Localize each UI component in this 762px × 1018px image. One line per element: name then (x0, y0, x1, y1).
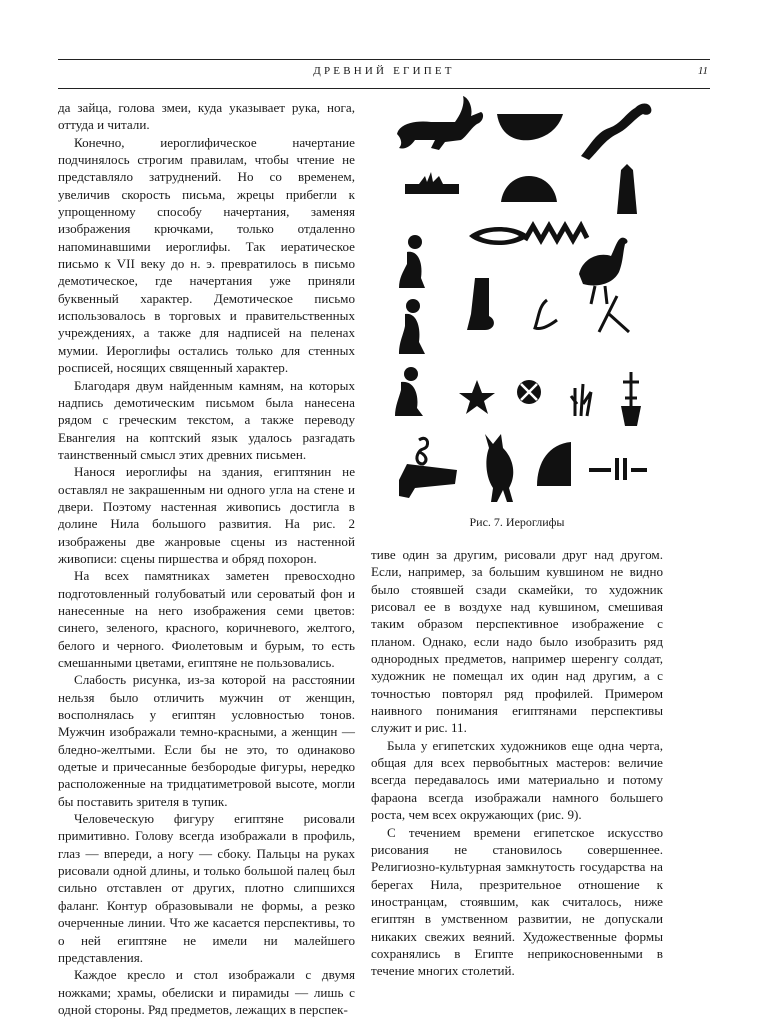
goose-glyph (579, 238, 628, 304)
paragraph: Благодаря двум найденным камням, на которых надпись демотическим письмом была нанесена рядом с греческим текстом, а также переводу Евангелия на коптский язык удалось разгадать таинственный смысл этих древних письмен. (58, 377, 355, 462)
water-glyph (525, 226, 587, 240)
seated-man-glyph (399, 299, 425, 354)
figure-with-loop-glyph (399, 438, 457, 498)
running-title: ДРЕВНИЙ ЕГИПЕТ (313, 65, 455, 77)
loaf-glyph (501, 176, 557, 202)
paragraph: Нанося иероглифы на здания, египтянин не оставлял не закрашенным ни одного угла на стене и двери. Поэтому настенная живопись достигла в долине Нила большого развития. На рис. 2 изображены две жанровые сцены из настенной живописи: сцены пиршества и обряд похорон. (58, 464, 355, 566)
page-number: 11 (697, 65, 708, 77)
figure-caption: Рис. 7. Иероглифы (469, 515, 565, 529)
paragraph: Конечно, иероглифическое начертание подчинялось строгим правилам, чтобы чтение не представляло затруднений. Но со временем, увеличив скорость письма, жрецы прибегли к упрощенному способу начертания, заменяя изображения крючками, только отдаленно напоминавшими иероглифы. Так иератическое письмо к VII веку до н. э. превратилось в письмо демотическое, где начертания уже приняли буквенный характер. Демотическое письмо использовалось в торговых и правительственных учреждениях, а также для надписей на пеленах мумии. Иероглифы остались только для стенных росписей, носящих священный характер. (58, 134, 355, 376)
paragraph: да зайца, голова змеи, куда указывает рука, нога, оттуда и читали. (58, 100, 355, 133)
obelisk-glyph (617, 164, 637, 214)
standard-glyph (621, 372, 641, 426)
paragraph: Каждое кресло и стол изображали с двумя ножками; храмы, обелиски и пирамиды — лишь с одной стороны. Ряд предметов, лежащих в перспек- (58, 967, 355, 1017)
hare-glyph (397, 96, 483, 150)
mouth-glyph (469, 227, 529, 245)
jackal-glyph (485, 434, 513, 502)
paragraph: Слабость рисунка, из-за которой на расстоянии нельзя было отличить мужчин от женщин, восполнялась у египтян условностью тонов. Мужчин изображали темно-красными, а женщин — бледно-желтыми. Если бы не это, то одинаково одетые и причесанные безбородые фигуры, нередко расположенные на тридцатиметровой высоте, могли бы поставить зрителя в тупик. (58, 672, 355, 809)
paragraph: На всех памятниках заметен превосходно подготовленный голубоватый или сероватый фон и нанесенные на него изображения семи цветов: синего, зеленого, красного, коричневого, желтого, белого и черного. Фиолетовым и бурым, то есть смешанными цветами, египтяне не пользовались. (58, 568, 355, 670)
left-column (58, 99, 355, 1018)
seated-woman-glyph (399, 235, 425, 288)
half-disc-glyph (537, 442, 571, 486)
plants-glyph (571, 384, 591, 416)
hook-glyph (535, 300, 557, 329)
seated-figure-glyph (395, 367, 423, 416)
boot-glyph (467, 278, 494, 330)
bowl-glyph (497, 114, 563, 140)
paragraph: С течением времени египетское искусство рисования не становилось совершеннее. Религиозно-культурная замкнутость государства на берегах Нила, презрительное отношение к иностранцам, стоявшим, как считалось, ниже египтян в умственном развитии, не допускали никаких свежих веяний. Художественные формы сохранялись в Египте неприкосновенными в течение многих столетий. (371, 824, 663, 979)
hieroglyphs-figure (385, 92, 655, 512)
stick-glyph (599, 296, 629, 332)
disc-with-cross-glyph (517, 380, 541, 404)
star-glyph (459, 380, 495, 414)
paragraph: Была у египетских художников еще одна черта, общая для всех первобытных мастеров: величие всегда передавалось ими материально и потому фараона всегда изображали намного большего роста, чем всех окружающих (рис. 9). (371, 737, 663, 823)
paragraph: Человеческую фигуру египтяне рисовали примитивно. Голову всегда изображали в профиль, глаз — впереди, а ногу — сбоку. Пальцы на руках рисовали одной длины, и только большой палец был сильно отставлен от других, плотно слипшихся фаланг. Контур образовывали не формы, а резко очерченные линии. Что же касается перспективы, то о ней египтяне не имели ни малейшего представления. (58, 811, 355, 965)
running-head (58, 59, 710, 89)
ground-with-reed-glyph (405, 172, 459, 194)
right-column (371, 546, 663, 980)
paragraph: тиве один за другим, рисовали друг над другом. Если, например, за большим кувшином не видно было стоявшей сзади скамейки, то художник рисовал ее в воздухе над кувшином, смешивая таким образом перспективное изображение с планом. Однако, если надо было изобразить ряд однородных предметов, например шеренгу солдат, художник не помещал их один над другим, а с точностью повторял ряд профилей. Примером наивного понимания египтянами перспективы служит и рис. 11. (371, 547, 663, 736)
bars-glyph (589, 458, 647, 480)
snake-glyph (581, 104, 651, 161)
